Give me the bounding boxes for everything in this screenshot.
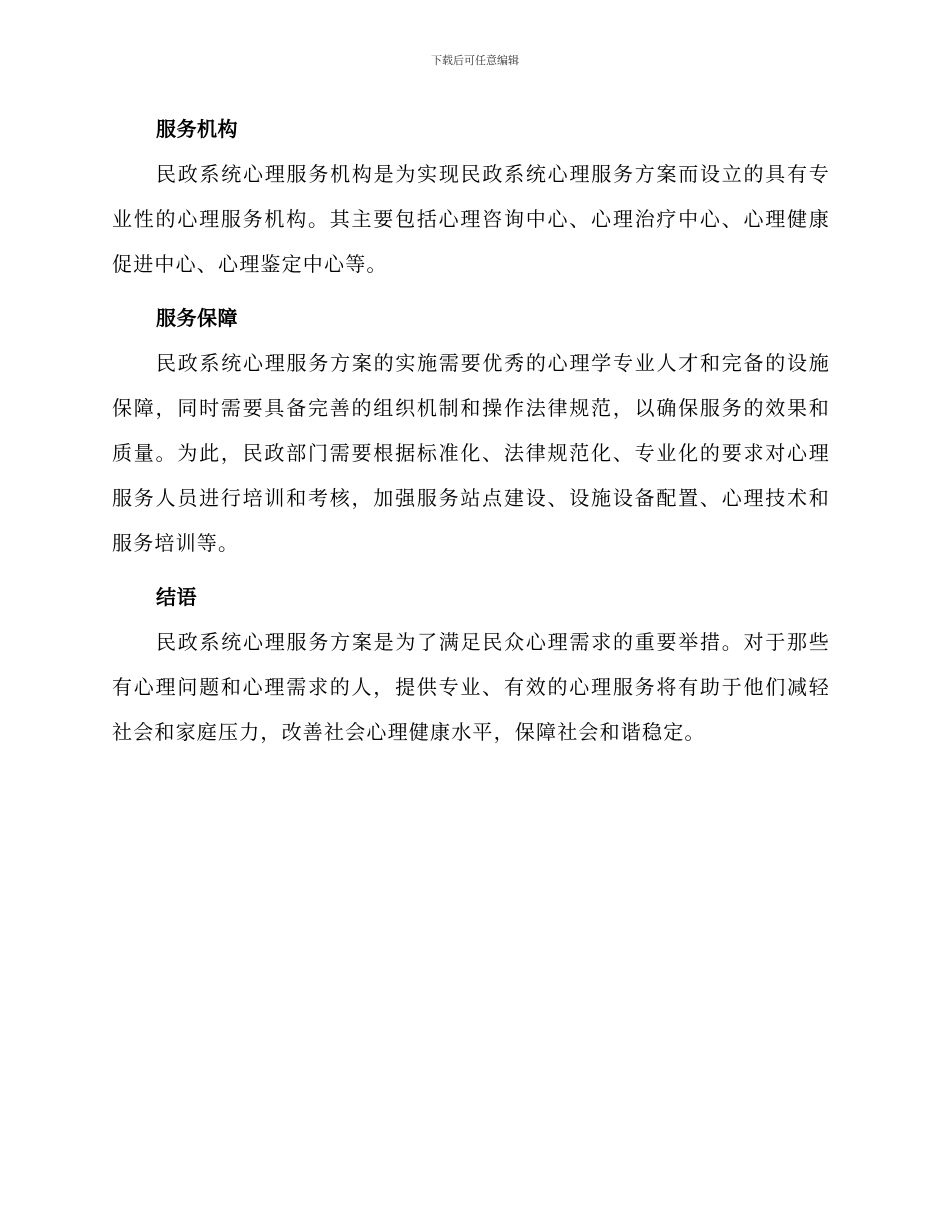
section-conclusion [112,574,830,755]
section-paragraph: 民政系统心理服务机构是为实现民政系统心理服务方案而设立的具有专业性的心理服务机构。其主要包括心理咨询中心、心理治疗中心、心理健康促进中心、心理鉴定中心等。 [112,162,830,276]
document-body [112,106,830,763]
section-heading: 服务机构 [156,117,238,141]
section-paragraph: 民政系统心理服务方案是为了满足民众心理需求的重要举措。对于那些有心理问题和心理需求的人，提供专业、有效的心理服务将有助于他们减轻社会和家庭压力，改善社会心理健康水平，保障社会和谐稳定。 [112,630,830,744]
section-heading: 结语 [156,585,197,609]
page-header: 下载后可任意编辑 [431,54,519,67]
section-heading: 服务保障 [156,306,238,330]
section-service-institutions [112,106,830,287]
section-paragraph: 民政系统心理服务方案的实施需要优秀的心理学专业人才和完备的设施保障，同时需要具备完善的组织机制和操作法律规范，以确保服务的效果和质量。为此，民政部门需要根据标准化、法律规范化、专业化的要求对心理服务人员进行培训和考核，加强服务站点建设、设施设备配置、心理技术和服务培训等。 [112,351,830,555]
section-service-guarantee [112,295,830,566]
